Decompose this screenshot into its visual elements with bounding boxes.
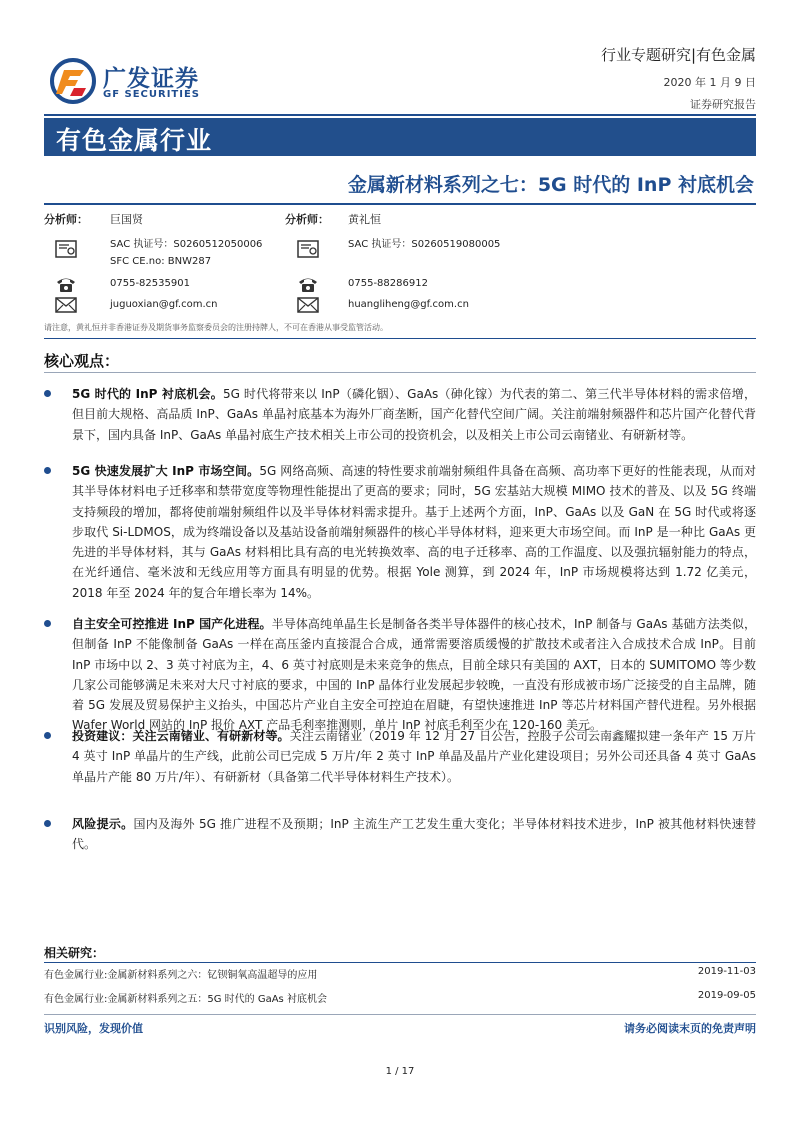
core-bullet — [44, 461, 756, 603]
analyst-sfc: SFC CE.no: BNW287 — [110, 256, 212, 267]
bullet-body: 半导体高纯单晶生长是制备各类半导体器件的核心技术，InP 制备与 GaAs 基础方法类似，但制备 InP 不能像制备 GaAs 一样在高压釜内直接混合合成，通常需要溶质缓慢的扩散技术或者注入合成技术合成 InP。目前 InP 市场中以 2、3 英寸衬底为主，4、6 英寸衬底则是未来竞争的焦点，目前全球只有美国的 AXT，日本的 SUMITOMO 等少数几家公司能够满足未来对大尺寸衬底的要求，中国的 InP 晶体行业发展起步较晚，一直没有形成被市场广泛接受的自主品牌，随着 5G 发展及贸易保护主义抬头，中国芯片产业自主安全可控迫在眉睫，有望快速推进 InP 等芯片材料国产替代进程。另外根据 Wafer World 网站的 InP 报价 AXT 产品毛利率推测则，单片 InP 衬底毛利至少在 120-160 美元。 — [72, 617, 756, 733]
bullet-dot-icon — [44, 620, 51, 627]
header-divider — [44, 114, 756, 116]
report-title: 金属新材料系列之七：5G 时代的 InP 衬底机会 — [347, 174, 754, 196]
core-bullet — [44, 384, 756, 445]
phone-icon — [297, 275, 319, 293]
bullet-dot-icon — [44, 732, 51, 739]
report-meta — [601, 44, 756, 112]
footer-slogan: 识别风险，发现价值 — [44, 1022, 143, 1035]
email-icon — [55, 296, 77, 314]
phone-icon — [55, 275, 77, 293]
certificate-icon — [55, 240, 77, 258]
email-icon — [297, 296, 319, 314]
bullet-lead: 风险提示。 — [72, 817, 134, 831]
analyst-phone: 0755-88286912 — [348, 278, 428, 289]
bullet-dot-icon — [44, 390, 51, 397]
related-item-date: 2019-11-03 — [697, 966, 756, 977]
bullet-body: 5G 时代将带来以 InP（磷化铟）、GaAs（砷化镓）为代表的第二、第三代半导体材料的需求倍增，但目前大规格、高品质 InP、GaAs 单晶衬底基本为海外厂商垄断，国产化替代空间广阔。关注前端射频器件和芯片国产化替代背景下，国内具备 InP、GaAs 单晶衬底生产技术相关上市公司的投资机会，以及相关上市公司云南锗业、有研新材等。 — [72, 387, 756, 442]
industry-title: 有色金属行业 — [56, 126, 213, 155]
report-date: 2020 年 1 月 9 日 — [663, 76, 756, 89]
core-views-title: 核心观点： — [44, 352, 120, 370]
report-category: 行业专题研究|有色金属 — [600, 46, 756, 64]
disclaimer: 请注意，黄礼恒并非香港证券及期货事务监察委员会的注册持牌人，不可在香港从事受监管活动。 — [44, 323, 388, 332]
title-divider — [44, 203, 756, 205]
bullet-lead: 5G 快速发展扩大 InP 市场空间。 — [72, 464, 260, 478]
related-item[interactable] — [44, 990, 756, 1005]
related-item-title[interactable]: 有色金属行业:金属新材料系列之六：钇钡铜氧高温超导的应用 — [44, 970, 318, 981]
related-research-title: 相关研究： — [44, 946, 105, 960]
bullet-body: 国内及海外 5G 推广进程不及预期；InP 主流生产工艺发生重大变化；半导体材料技术进步，InP 被其他材料快速替代。 — [72, 817, 756, 852]
analyst-name: 巨国贤 — [110, 213, 143, 226]
bullet-lead: 自主安全可控推进 InP 国产化进程。 — [72, 617, 272, 631]
analyst-phone: 0755-82535901 — [110, 278, 190, 289]
brand-name-cn: 广发证券 — [103, 66, 199, 92]
analyst-sac: SAC 执证号：S0260519080005 — [348, 239, 501, 250]
analyst-label: 分析师： — [44, 213, 88, 226]
certificate-icon — [297, 240, 319, 258]
core-bullet — [44, 726, 756, 787]
core-bullet — [44, 814, 756, 855]
bullet-lead: 5G 时代的 InP 衬底机会。 — [72, 387, 223, 401]
page-number: 1 / 17 — [385, 1066, 415, 1077]
analyst-name: 黄礼恒 — [348, 213, 381, 226]
analyst-label: 分析师： — [285, 213, 329, 226]
related-divider — [44, 962, 756, 963]
footer-disclaimer-note: 请务必阅读末页的免责声明 — [624, 1022, 756, 1035]
report-type: 证券研究报告 — [690, 98, 756, 111]
bullet-dot-icon — [44, 467, 51, 474]
core-bullet — [44, 614, 756, 736]
core-views-divider — [44, 372, 756, 373]
analyst-email[interactable]: juguoxian@gf.com.cn — [110, 299, 218, 310]
bullet-lead: 投资建议：关注云南锗业、有研新材等。 — [72, 729, 290, 743]
bullet-body: 5G 网络高频、高速的特性要求前端射频组件具备在高频、高功率下更好的性能表现，从而对其半导体材料电子迁移率和禁带宽度等物理性能提出了更高的要求；同时，5G 宏基站大规模 MIMO 技术的普及、以及 5G 终端支持频段的增加，都将使前端射频组件以及半导体材料需求提升。基于上述两个方面，InP、GaAs 以及 GaN 在 5G 时代或将逐步取代 Si-LDMOS，成为终端设备以及基站设备前端射频器件的核心半导体材料，迎来更大市场空间。而 InP 是一种比 GaAs 更先进的半导体材料，其与 GaAs 材料相比具有高的电光转换效率、高的电子迁移率、高的工作温度、以及强抗辐射能力的特点，在光纤通信、毫米波和无线应用等方面具有明显的优势。根据 Yole 测算，到 2024 年，InP 市场规模将达到 1.72 亿美元，2018 年至 2024 年的复合年增长率为 14%。 — [72, 464, 756, 600]
disclaimer-divider — [44, 338, 756, 339]
bullet-body: 关注云南锗业（2019 年 12 月 27 日公告，控股子公司云南鑫耀拟建一条年产 15 万片 4 英寸 InP 单晶片的生产线，此前公司已完成 5 万片/年 2 英寸 InP 单晶及晶片产业化建设项目；另外公司还具备 4 英寸 GaAs 单晶片产能 80 万片/年）、有研新材（具备第二代半导体材料生产技术）。 — [72, 729, 756, 784]
related-item[interactable] — [44, 966, 756, 981]
related-item-date: 2019-09-05 — [697, 990, 756, 1001]
brand-name-en: GF SECURITIES — [103, 89, 201, 100]
gf-logo-icon — [50, 58, 96, 104]
footer-divider — [44, 1014, 756, 1015]
analyst-email[interactable]: huangliheng@gf.com.cn — [348, 299, 469, 310]
bullet-dot-icon — [44, 820, 51, 827]
analyst-sac: SAC 执证号：S0260512050006 — [110, 239, 263, 250]
related-item-title[interactable]: 有色金属行业:金属新材料系列之五：5G 时代的 GaAs 衬底机会 — [44, 994, 327, 1005]
